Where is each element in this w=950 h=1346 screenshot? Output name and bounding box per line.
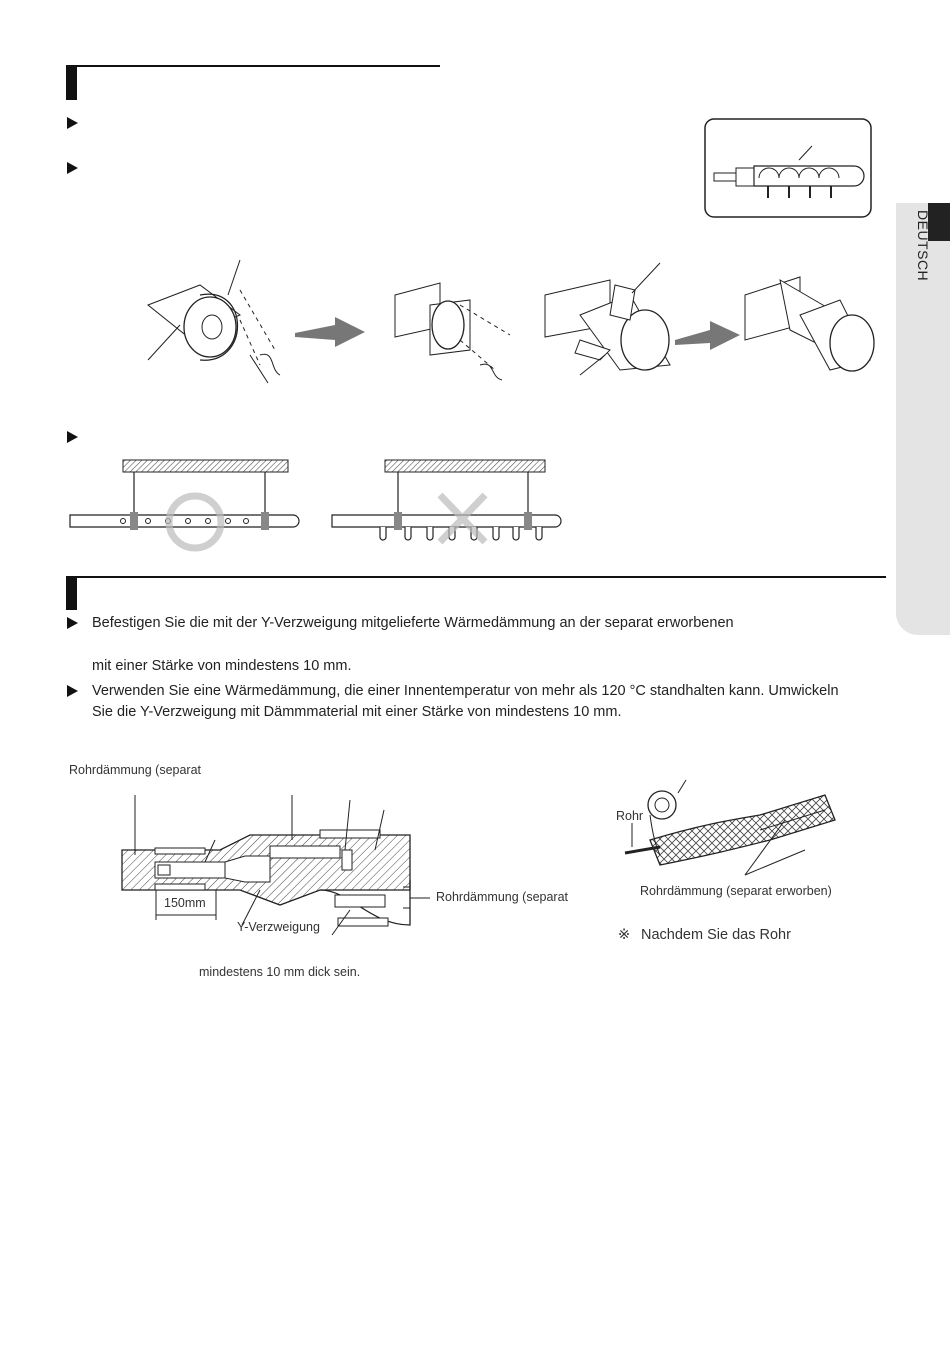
wrap-step-2 [395, 283, 510, 380]
y-branch-label: Y-Verzweigung [237, 920, 320, 934]
section2-bullet2-line2: Sie die Y-Verzweigung mit Dämmmaterial mit einer Stärke von mindestens 10 mm. [92, 704, 622, 720]
rohr-label: Rohr [616, 809, 644, 823]
pipe-insulation-diagram [620, 775, 840, 885]
wrap-step-3 [545, 263, 670, 375]
correct-hanging-illustration [68, 460, 308, 550]
section2-heading-bar [66, 576, 77, 610]
bullet-icon [67, 117, 78, 129]
side-tab-marker [928, 203, 950, 241]
left-diagram-caption: mindestens 10 mm dick sein. [199, 965, 361, 979]
section1-heading-rule [66, 65, 440, 67]
insulation-wrapping-sequence [140, 255, 880, 385]
distributor-illustration [704, 118, 872, 218]
left-diagram-label-top: Rohrdämmung (separat [69, 763, 202, 777]
section2-bullet1-line2: mit einer Stärke von mindestens 10 mm. [92, 658, 352, 674]
incorrect-hanging-illustration [330, 460, 570, 550]
left-diagram-label-right: Rohrdämmung (separat [436, 890, 569, 904]
wrap-step-4 [745, 277, 874, 371]
wrap-step-1 [148, 260, 280, 383]
bullet-icon [67, 162, 78, 174]
dimension-label: 150mm [164, 896, 206, 910]
right-diagram-insulation-label: Rohrdämmung (separat erworben) [640, 884, 832, 898]
section1-heading-bar [66, 65, 77, 100]
section2-bullet1-line1: Befestigen Sie die mit der Y-Verzweigung mitgelieferte Wärmedämmung an der separat erworbenen [92, 615, 734, 631]
side-tab-label: DEUTSCH [915, 210, 931, 282]
right-diagram-note: Nachdem Sie das Rohr [641, 927, 791, 943]
y-branch-insulation-diagram [120, 790, 420, 940]
note-symbol: ※ [618, 927, 631, 943]
section2-heading-rule [66, 576, 886, 578]
bullet-icon [67, 685, 78, 697]
section2-bullet2-line1: Verwenden Sie eine Wärmedämmung, die einer Innentemperatur von mehr als 120 °C standhalten kann. Umwickeln [92, 683, 839, 699]
bullet-icon [67, 617, 78, 629]
bullet-icon [67, 431, 78, 443]
